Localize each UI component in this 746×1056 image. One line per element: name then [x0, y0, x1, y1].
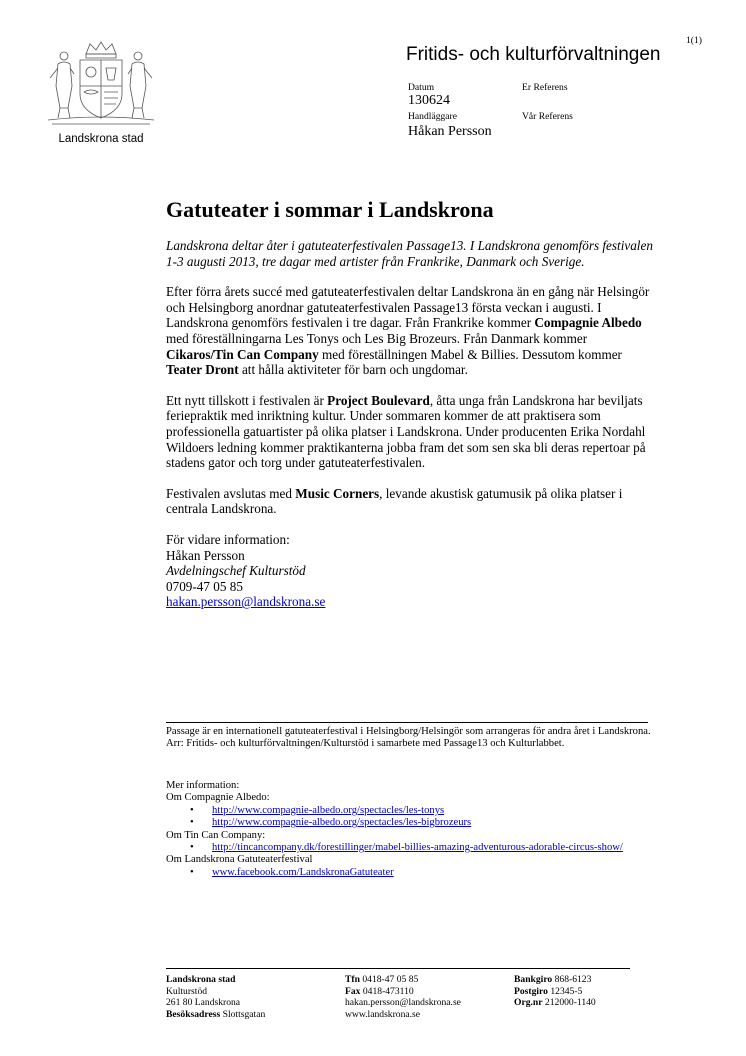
list-item: [166, 805, 646, 817]
text-segment: , åtta unga från Landskrona har beviljats feriepraktik med inriktning kultur. Under sommaren kommer de att praktisera som professionella gatuartister på olika platser i Landskrona. Under producenten Erika Nordahl Wildoers ledning kommer praktikanterna jobba fram det som sen ska bli deras repertoar på stadens gator och torg under gatuteaterfestivalen.: [166, 392, 646, 471]
footer-orgnr-label: Org.nr: [514, 997, 543, 1009]
text-segment: Efter förra årets succé med gatuteaterfestivalen deltar Landskrona än en gång när Helsingör och Helsingborg anordnar gatuteaterfestivalen Passage13 första veckan i augusti. I Landskrona genomförs festivalen i tre dagar. Från Frankrike kommer: [166, 284, 650, 331]
our-reference-label: Vår Referens: [522, 111, 573, 122]
text-segment: Festivalen avslutas med: [166, 485, 296, 501]
performer-tin-can-company: Cikaros/Tin Can Company: [166, 346, 319, 362]
group-label-tin-can-company: Om Tin Can Company:: [166, 829, 266, 841]
footer-visit: [166, 1009, 265, 1021]
date-value: 130624: [408, 93, 450, 108]
page-number: 1(1): [686, 35, 702, 46]
department-title: Fritids- och kulturförvaltningen: [406, 44, 661, 65]
link-facebook[interactable]: www.facebook.com/LandskronaGatuteater: [212, 866, 394, 878]
contact-intro: För vidare information:: [166, 531, 290, 547]
footer-col-address: [166, 974, 265, 1020]
article-lead: Landskrona deltar åter i gatuteaterfestivalen Passage13. I Landskrona genomförs festivalen 1-3 augusti 2013, tre dagar med artister från Frankrike, Danmark och Sverige.: [166, 238, 653, 269]
list-item: [166, 867, 646, 879]
text-segment: med föreställningarna Les Tonys och Les Big Brozeurs. Från Danmark kommer: [166, 330, 588, 346]
footer-fax-label: Fax: [345, 985, 361, 997]
group-label-gatuteaterfestival: Om Landskrona Gatuteaterfestival: [166, 854, 313, 866]
logo: [44, 38, 158, 145]
date-label: Datum: [408, 82, 435, 93]
music-corners: Music Corners: [295, 485, 380, 501]
article-paragraph-2: [166, 393, 656, 471]
footer-phone-label: Tfn: [345, 974, 360, 985]
contact-phone: 0709-47 05 85: [166, 578, 243, 594]
text-segment: med föreställningen Mabel & Billies. Dessutom kommer: [318, 346, 622, 362]
footer-divider: [166, 968, 630, 969]
festival-note: Passage är en internationell gatuteaterfestival i Helsingborg/Helsingör som arrangeras för andra året i Landskrona. Arr: Fritids- och kulturförvaltningen/Kulturstöd i samarbete med Passage13 och Kulturlabbet.: [166, 726, 651, 750]
footer-fax-value: 0418-473110: [362, 985, 414, 997]
project-boulevard: Project Boulevard: [327, 392, 430, 408]
contact-name: Håkan Persson: [166, 547, 245, 563]
footer-web: www.landskrona.se: [345, 1008, 421, 1020]
more-info-heading: Mer information:: [166, 780, 240, 791]
list-item: [166, 842, 646, 854]
footer-bankgiro-label: Bankgiro: [514, 974, 553, 985]
link-list: [166, 842, 646, 854]
footer-bankgiro-value: 868-6123: [554, 974, 592, 985]
link-les-tonys[interactable]: http://www.compagnie-albedo.org/spectacles/les-tonys: [212, 804, 445, 816]
link-list: [166, 805, 646, 830]
performer-teater-dront: Teater Dront: [166, 362, 239, 378]
article-paragraph-3: [166, 486, 656, 517]
article-title: Gatuteater i sommar i Landskrona: [166, 197, 494, 222]
footer-org: Landskrona stad: [166, 974, 236, 985]
contact-role: Avdelningschef Kulturstöd: [166, 563, 306, 579]
handler-value: Håkan Persson: [408, 124, 492, 139]
handler-label: Handläggare: [408, 111, 458, 122]
link-mabel-billies[interactable]: http://tincancompany.dk/forestillinger/mabel-billies-amazing-adventurous-adorable-circus-show/: [212, 842, 623, 854]
contact-email-link[interactable]: hakan.persson@landskrona.se: [166, 594, 326, 610]
divider: [166, 722, 648, 723]
footer-col-bank: [514, 974, 596, 1009]
article-paragraph-1: [166, 284, 656, 378]
footer-col-contact: [345, 974, 461, 1020]
link-list: [166, 867, 646, 879]
footer-postal: 261 80 Landskrona: [166, 997, 241, 1009]
footer-unit: Kulturstöd: [166, 985, 208, 997]
text-segment: att hålla aktiviteter för barn och ungdomar.: [238, 362, 468, 378]
footer-orgnr-value: 212000-1140: [544, 997, 596, 1009]
footer-postgiro-label: Postgiro: [514, 985, 548, 997]
text-segment: Ett nytt tillskott i festivalen är: [166, 392, 328, 408]
text-segment: , levande akustisk gatumusik på olika platser i centrala Landskrona.: [166, 485, 623, 517]
list-item: [166, 817, 646, 829]
your-reference-label: Er Referens: [522, 82, 568, 93]
footer-phone-value: 0418-47 05 85: [362, 974, 419, 985]
logo-text: Landskrona stad: [58, 133, 144, 145]
more-info: [166, 780, 646, 879]
link-les-bigbrozeurs[interactable]: http://www.compagnie-albedo.org/spectacles/les-bigbrozeurs: [212, 817, 472, 829]
footer-visit-value: Slottsgatan: [222, 1008, 266, 1020]
performer-compagnie-albedo: Compagnie Albedo: [534, 315, 642, 331]
article: [166, 196, 656, 610]
footer-visit-label: Besöksadress: [166, 1008, 221, 1020]
footer-postgiro-value: 12345-5: [550, 985, 583, 997]
footer-email: hakan.persson@landskrona.se: [345, 997, 461, 1009]
coat-of-arms-icon: [44, 38, 158, 126]
group-label-compagnie-albedo: Om Compagnie Albedo:: [166, 792, 270, 804]
contact-block: [166, 532, 656, 610]
